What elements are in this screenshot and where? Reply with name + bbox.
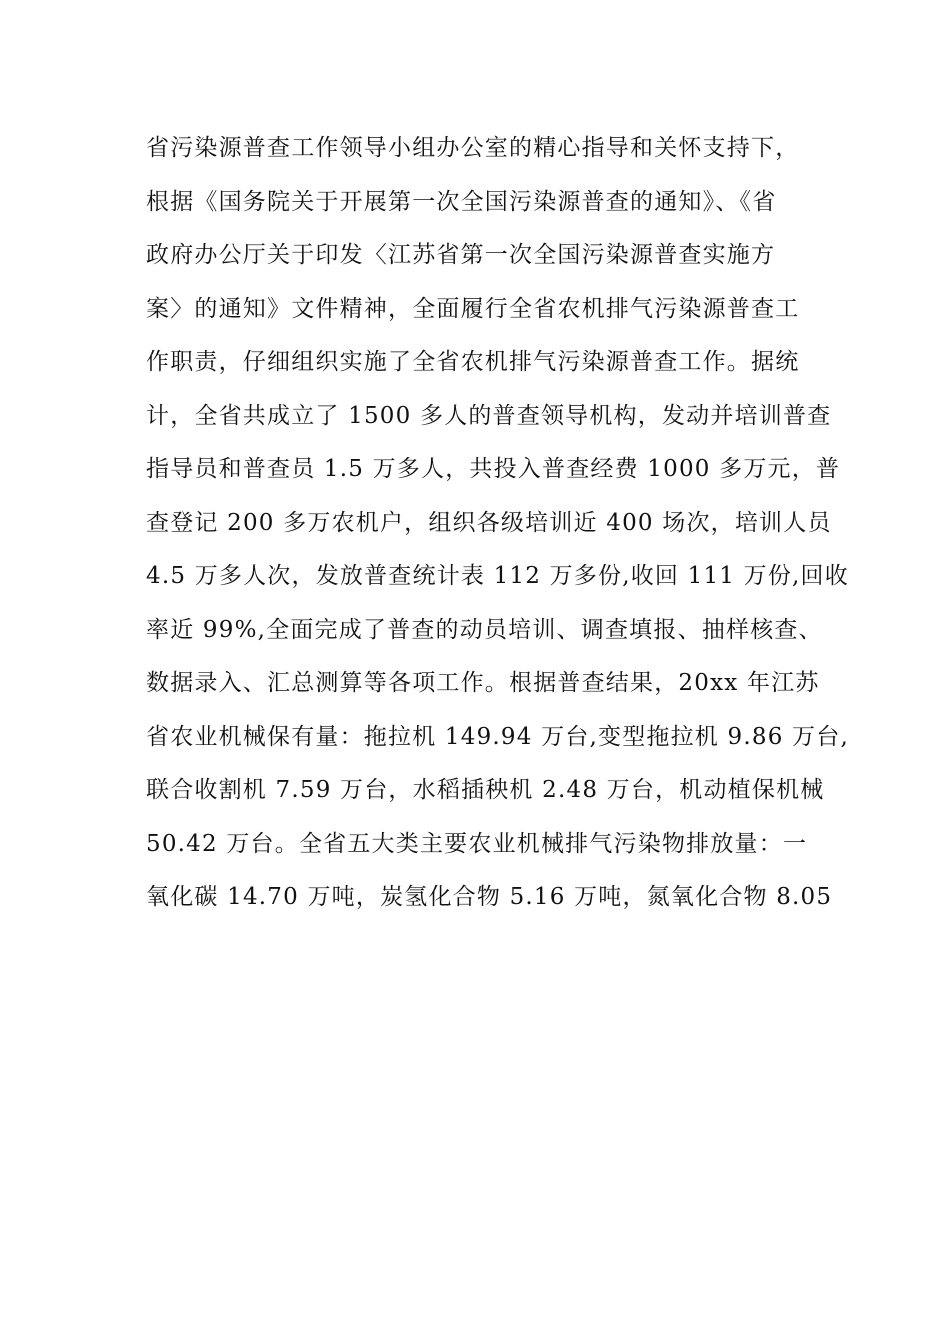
text-line: 指导员和普查员 1.5 万多人，共投入普查经费 1000 多万元，普 <box>146 456 841 482</box>
text-line: 数据录入、汇总测算等各项工作。根据普查结果，20xx 年江苏 <box>146 670 820 696</box>
text-line: 联合收割机 7.59 万台，水稻插秧机 2.48 万台，机动植保机械 <box>146 777 825 803</box>
text-line: 根据《国务院关于开展第一次全国污染源普查的通知》、《省 <box>146 188 777 215</box>
text-line: 率近 99%,全面完成了普查的动员培训、调查填报、抽样核查、 <box>146 616 823 643</box>
text-line: 作职责，仔细组织实施了全省农机排气污染源普查工作。据统 <box>146 349 800 375</box>
text-line: 计，全省共成立了 1500 多人的普查领导机构，发动并培训普查 <box>146 402 832 429</box>
body-paragraph <box>146 128 849 931</box>
text-line: 50.42 万台。全省五大类主要农业机械排气污染物排放量：一 <box>146 830 808 857</box>
text-line: 案〉的通知》文件精神，全面履行全省农机排气污染源普查工 <box>146 295 800 322</box>
text-line: 省污染源普查工作领导小组办公室的精心指导和关怀支持下， <box>146 135 800 161</box>
text-line: 省农业机械保有量：拖拉机 149.94 万台,变型拖拉机 9.86 万台, <box>146 723 849 750</box>
text-line: 查登记 200 多万农机户，组织各级培训近 400 场次，培训人员 <box>146 509 832 536</box>
text-line: 氧化碳 14.70 万吨，炭氢化合物 5.16 万吨，氮氧化合物 8.05 <box>146 884 833 910</box>
text-line: 政府办公厅关于印发〈江苏省第一次全国污染源普查实施方 <box>146 242 776 268</box>
text-line: 4.5 万多人次，发放普查统计表 112 万多份,收回 111 万份,回收 <box>146 563 849 589</box>
